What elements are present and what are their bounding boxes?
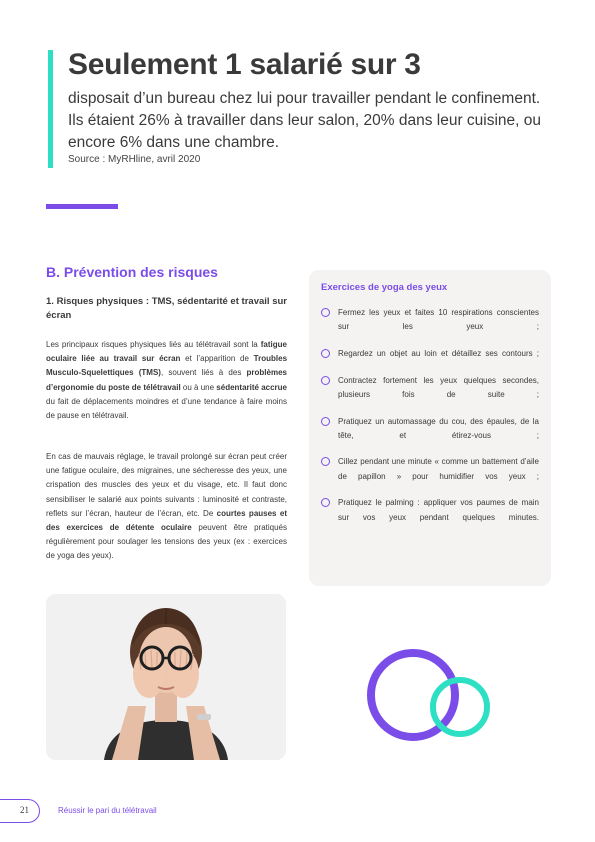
circle-bullet-icon <box>321 308 330 317</box>
list-item-text: Cillez pendant une minute « comme un battement d’aile de papillon » pour humidifier vos yeux ; <box>338 457 539 481</box>
circle-bullet-icon <box>321 498 330 507</box>
circle-bullet-icon <box>321 349 330 358</box>
list-item <box>321 496 539 524</box>
para-bold: courtes pauses et des exercices de détente oculaire <box>46 508 287 533</box>
woman-illustration <box>46 594 286 760</box>
hero-source: Source : MyRHline, avril 2020 <box>68 154 201 165</box>
woman-covering-eyes-photo <box>46 594 286 760</box>
list-item-text: Regardez un objet au loin et détaillez ses contours ; <box>338 348 539 358</box>
page-number: 21 <box>20 805 29 815</box>
hero-text: disposait d’un bureau chez lui pour travailler pendant le confinement. Ils étaient 26% à travailler dans leur salon, 20% dans leur cuisine, ou encore 6% dans une chambre. <box>68 90 542 151</box>
list-item-text: Fermez les yeux et faites 10 respirations conscientes sur les yeux ; <box>338 308 539 332</box>
list-item-text: Contractez fortement les yeux quelques secondes, plusieurs fois de suite ; <box>338 375 539 399</box>
list-item <box>321 347 539 361</box>
list-item <box>321 306 539 334</box>
footer-title: Réussir le pari du télétravail <box>58 806 157 815</box>
circle-bullet-icon <box>321 376 330 385</box>
para-bold: problèmes d’ergonomie du poste de télétravail <box>46 368 287 392</box>
circle-bullet-icon <box>321 457 330 466</box>
subsection-title: 1. Risques physiques : TMS, sédentarité et travail sur écran <box>46 296 287 321</box>
yoga-exercise-list <box>321 306 539 537</box>
list-item <box>321 455 539 483</box>
para-text: peuvent être pratiqués régulièrement pour soulager les tensions des yeux (ex : exercices de yoga des yeux). <box>46 523 287 561</box>
para-text: ou à une <box>180 382 217 392</box>
list-item-text: Pratiquez un automassage du cou, des épaules, de la tête, et étirez-vous ; <box>338 416 539 440</box>
para-text: Les principaux risques physiques liés au télétravail sont la <box>46 340 261 349</box>
paragraph-mauvais-reglage <box>46 450 287 564</box>
section-divider <box>46 204 118 209</box>
circle-bullet-icon <box>321 417 330 426</box>
list-item-text: Pratiquez le palming : appliquer vos paumes de main sur vos yeux pendant quelques minutes. <box>338 498 539 522</box>
hero-accent-bar <box>48 50 53 168</box>
decorative-teal-ring <box>430 677 490 737</box>
hero-title: Seulement 1 salarié sur 3 <box>68 48 421 81</box>
list-item <box>321 374 539 402</box>
para-text: , souvent liés à des <box>160 368 247 378</box>
yoga-box-title: Exercices de yoga des yeux <box>321 282 448 293</box>
para-bold: fatigue oculaire liée au travail sur écran <box>46 340 287 364</box>
para-text: En cas de mauvais réglage, le travail prolongé sur écran peut créer une fatigue oculaire, des migraines, une sécheresse des yeux, une crispation des muscles des yeux et du visage, etc. Il faut donc sensibiliser le salarié aux points suivants : luminosité et contraste, reflets sur l’écran, hauteur de l’écran, etc. De <box>46 452 287 518</box>
para-text: du fait de déplacements moindres et d’une tendance à faire moins de pause en télétravail. <box>46 396 287 421</box>
paragraph-risques-physiques <box>46 338 287 423</box>
para-bold: sédentarité accrue <box>216 382 287 392</box>
para-bold: Troubles Musculo-Squelettiques (TMS) <box>46 354 288 378</box>
yoga-exercises-box <box>309 270 551 586</box>
section-title: B. Prévention des risques <box>46 264 218 280</box>
para-text: et l’apparition de <box>180 354 254 364</box>
list-item <box>321 415 539 443</box>
